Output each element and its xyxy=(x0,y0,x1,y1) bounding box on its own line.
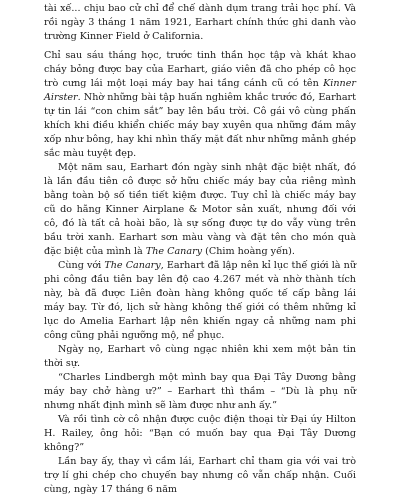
paragraph-2-text-a: Chỉ sau sáu tháng học, trước tinh thần học tập và khát khao cháy bỏng được bay của Earhart, giáo viên đã cho phép cô học trò cưng lái một loại máy bay hai tầng cánh cũ có tên xyxy=(44,50,356,89)
paragraph-8 xyxy=(44,455,356,497)
aircraft-name-kinner-airster: Kinner Airster xyxy=(44,78,356,103)
paragraph-5-text: Ngày nọ, Earhart vô cùng ngạc nhiên khi xem một bản tin thời sự. xyxy=(44,344,356,369)
paragraph-8-text: Lần bay ấy, thay vì cầm lái, Earhart chỉ tham gia với vai trò trợ lí ghi chép cho chuyến bay nhưng cô vẫn chấp nhận. Cuối cùng, ngày 17 tháng 6 năm xyxy=(44,456,356,495)
paragraph-3 xyxy=(44,161,356,259)
paragraph-1-text: tài xế... chịu bao cử chỉ để chế dành dụm trang trải học phí. Và rồi ngày 3 tháng 1 năm 1921, Earhart chính thức ghi danh vào trường Kinner Field ở California. xyxy=(44,3,356,42)
paragraph-4 xyxy=(44,259,356,343)
paragraph-3-text-b: (Chim hoàng yến). xyxy=(202,246,295,257)
paragraph-1 xyxy=(44,2,356,44)
paragraph-5 xyxy=(44,343,356,371)
paragraph-4-text-a: Cùng với xyxy=(58,260,105,271)
paragraph-3-text-a: Một năm sau, Earhart đón ngày sinh nhật đặc biệt nhất, đó là lần đầu tiên cô được sở hữu chiếc máy bay của riêng mình bằng toàn bộ số tiền tiết kiệm được. Tuy chỉ là chiếc máy bay cũ do hãng Kinner Airplane & Motor sản xuất, nhưng đối với cô, đó là tất cả hoài bão, là sự sống được tự do vẫy vùng trên bầu trời xanh. Earhart sơn màu vàng và đặt tên cho món quà đặc biệt của mình là xyxy=(44,162,356,257)
paragraph-2 xyxy=(44,49,356,161)
paragraph-6 xyxy=(44,371,356,413)
paragraph-2-text-b: . Nhờ những bài tập huấn nghiêm khắc trước đó, Earhart tự tin lái “con chim sắt” bay lên bầu trời. Cô gái vô cùng phấn khích khi điều khiển chiếc máy bay xuyên qua những đám mây xốp như bông, hay khi nhìn thấy mặt đất như những mảnh ghép sắc màu tuyệt đẹp. xyxy=(44,92,356,159)
paragraph-4-text-b: , Earhart đã lập nên kỉ lục thế giới là nữ phi công đầu tiên bay lên độ cao 4.267 mét và nhờ thành tích này, bà đã được Liên đoàn hàng không quốc tế cấp bằng lái máy bay. Từ đó, lịch sử hàng không thế giới có thêm những kỉ lục do Amelia Earhart lập nên khiến ngay cả những nam phi công cũng phải ngưỡng mộ, nể phục. xyxy=(44,260,356,341)
paragraph-7-text: Và rồi tình cờ cô nhận được cuộc điện thoại từ Đại úy Hilton H. Railey, ông hỏi: “Bạn có muốn bay qua Đại Tây Dương không?” xyxy=(44,414,356,453)
paragraph-6-text: “Charles Lindbergh một mình bay qua Đại Tây Dương bằng máy bay chở hàng ư?” – Earhart thì thầm – “Dù là phụ nữ nhưng nhất định mình sẽ làm được như anh ấy.” xyxy=(44,372,356,411)
paragraph-7 xyxy=(44,413,356,455)
aircraft-name-the-canary: The Canary xyxy=(145,246,203,257)
aircraft-name-the-canary-2: The Canary xyxy=(104,260,161,271)
